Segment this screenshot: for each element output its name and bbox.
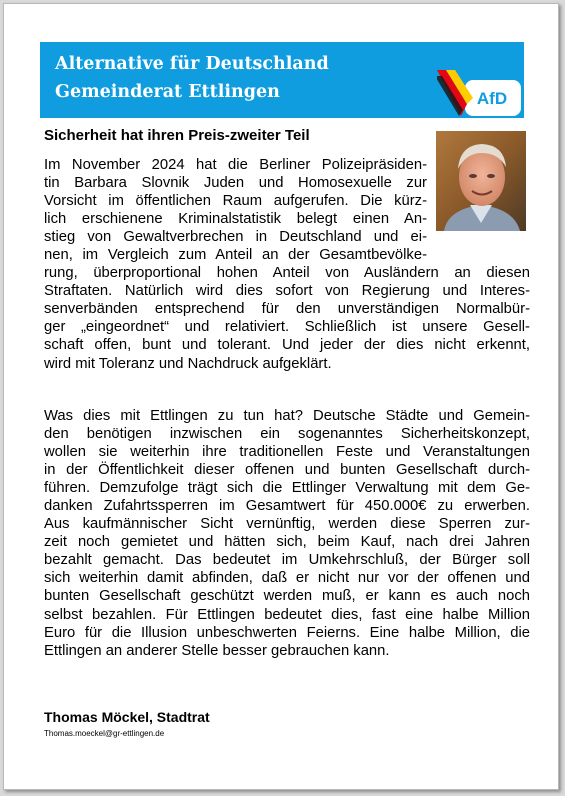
- article-title: Sicherheit hat ihren Preis-zweiter Teil: [44, 127, 310, 144]
- author-signature: Thomas Möckel, Stadtrat: [44, 709, 210, 725]
- author-email: Thomas.moeckel@gr-ettlingen.de: [44, 729, 165, 738]
- logo-text: AfD: [476, 89, 508, 108]
- header-council-name: Gemeinderat Ettlingen: [55, 82, 280, 102]
- header-party-name: Alternative für Deutschland: [55, 54, 329, 74]
- header-banner: [40, 42, 524, 118]
- paragraph-2: Was dies mit Ettlingen zu tun hat? Deutsche Städte und Gemein- den benötigen inzwischen ein sogenanntes Sicherheitskonzept, wollen sie weiterhin ihre traditionellen Feste und Veranstaltungen in der Öffentlichkeit dieser offenen und bunten Gesellschaft durch- führen. Demzufolge trägt sich die Ettlinger Verwaltung mit dem Ge- danken Zufahrtssperren im Gesamtwert für 450.000€ zu erwerben. Aus kaufmännischer Sicht vernünftig, werden diese Sperren zur- zeit noch gemietet und hätten sich, beim Kauf, nach drei Jahren bezahlt gemacht. Das bedeutet im Umkehrschluß, der Bürger soll sich weiterhin damit abfinden, daß er nicht nur vor der offenen und bunten Gesellschaft geschützt werden muß, er kann es auch noch selbst bezahlen. Für Ettlingen bedeutet dies, fast eine halbe Million Euro für die Illusion unbeschwerten Feierns. Eine halbe Million, die Ettlingen an anderer Stelle besser gebrauchen kann.: [44, 408, 530, 659]
- afd-logo: [437, 70, 523, 118]
- paragraph-1: Im November 2024 hat die Berliner Polizeipräsiden- tin Barbara Slovnik Juden und Homosexuelle zur Vorsicht im öffentlichen Raum aufgerufen. Die kürz- lich erschienene Kriminalstatistik belegt einen An- stieg von Gewaltverbrechen in Deutschland und ei- nen, im Vergleich zum Anteil an der Gesamtbevölke- rung, überproportional hohen Anteil von Ausländern an diesen Straftaten. Natürlich wird dies sofort von Regierung und Interes- senverbänden entsprechend für den unverständigen Normalbür- ger „eingeordnet“ und relativiert. Schließlich ist unsere Gesell- schaft offen, bunt und tolerant. Und jeder der dies nicht erkennt, wird mit Toleranz und Nachdruck aufgeklärt.: [44, 157, 530, 372]
- document-page: [3, 3, 559, 790]
